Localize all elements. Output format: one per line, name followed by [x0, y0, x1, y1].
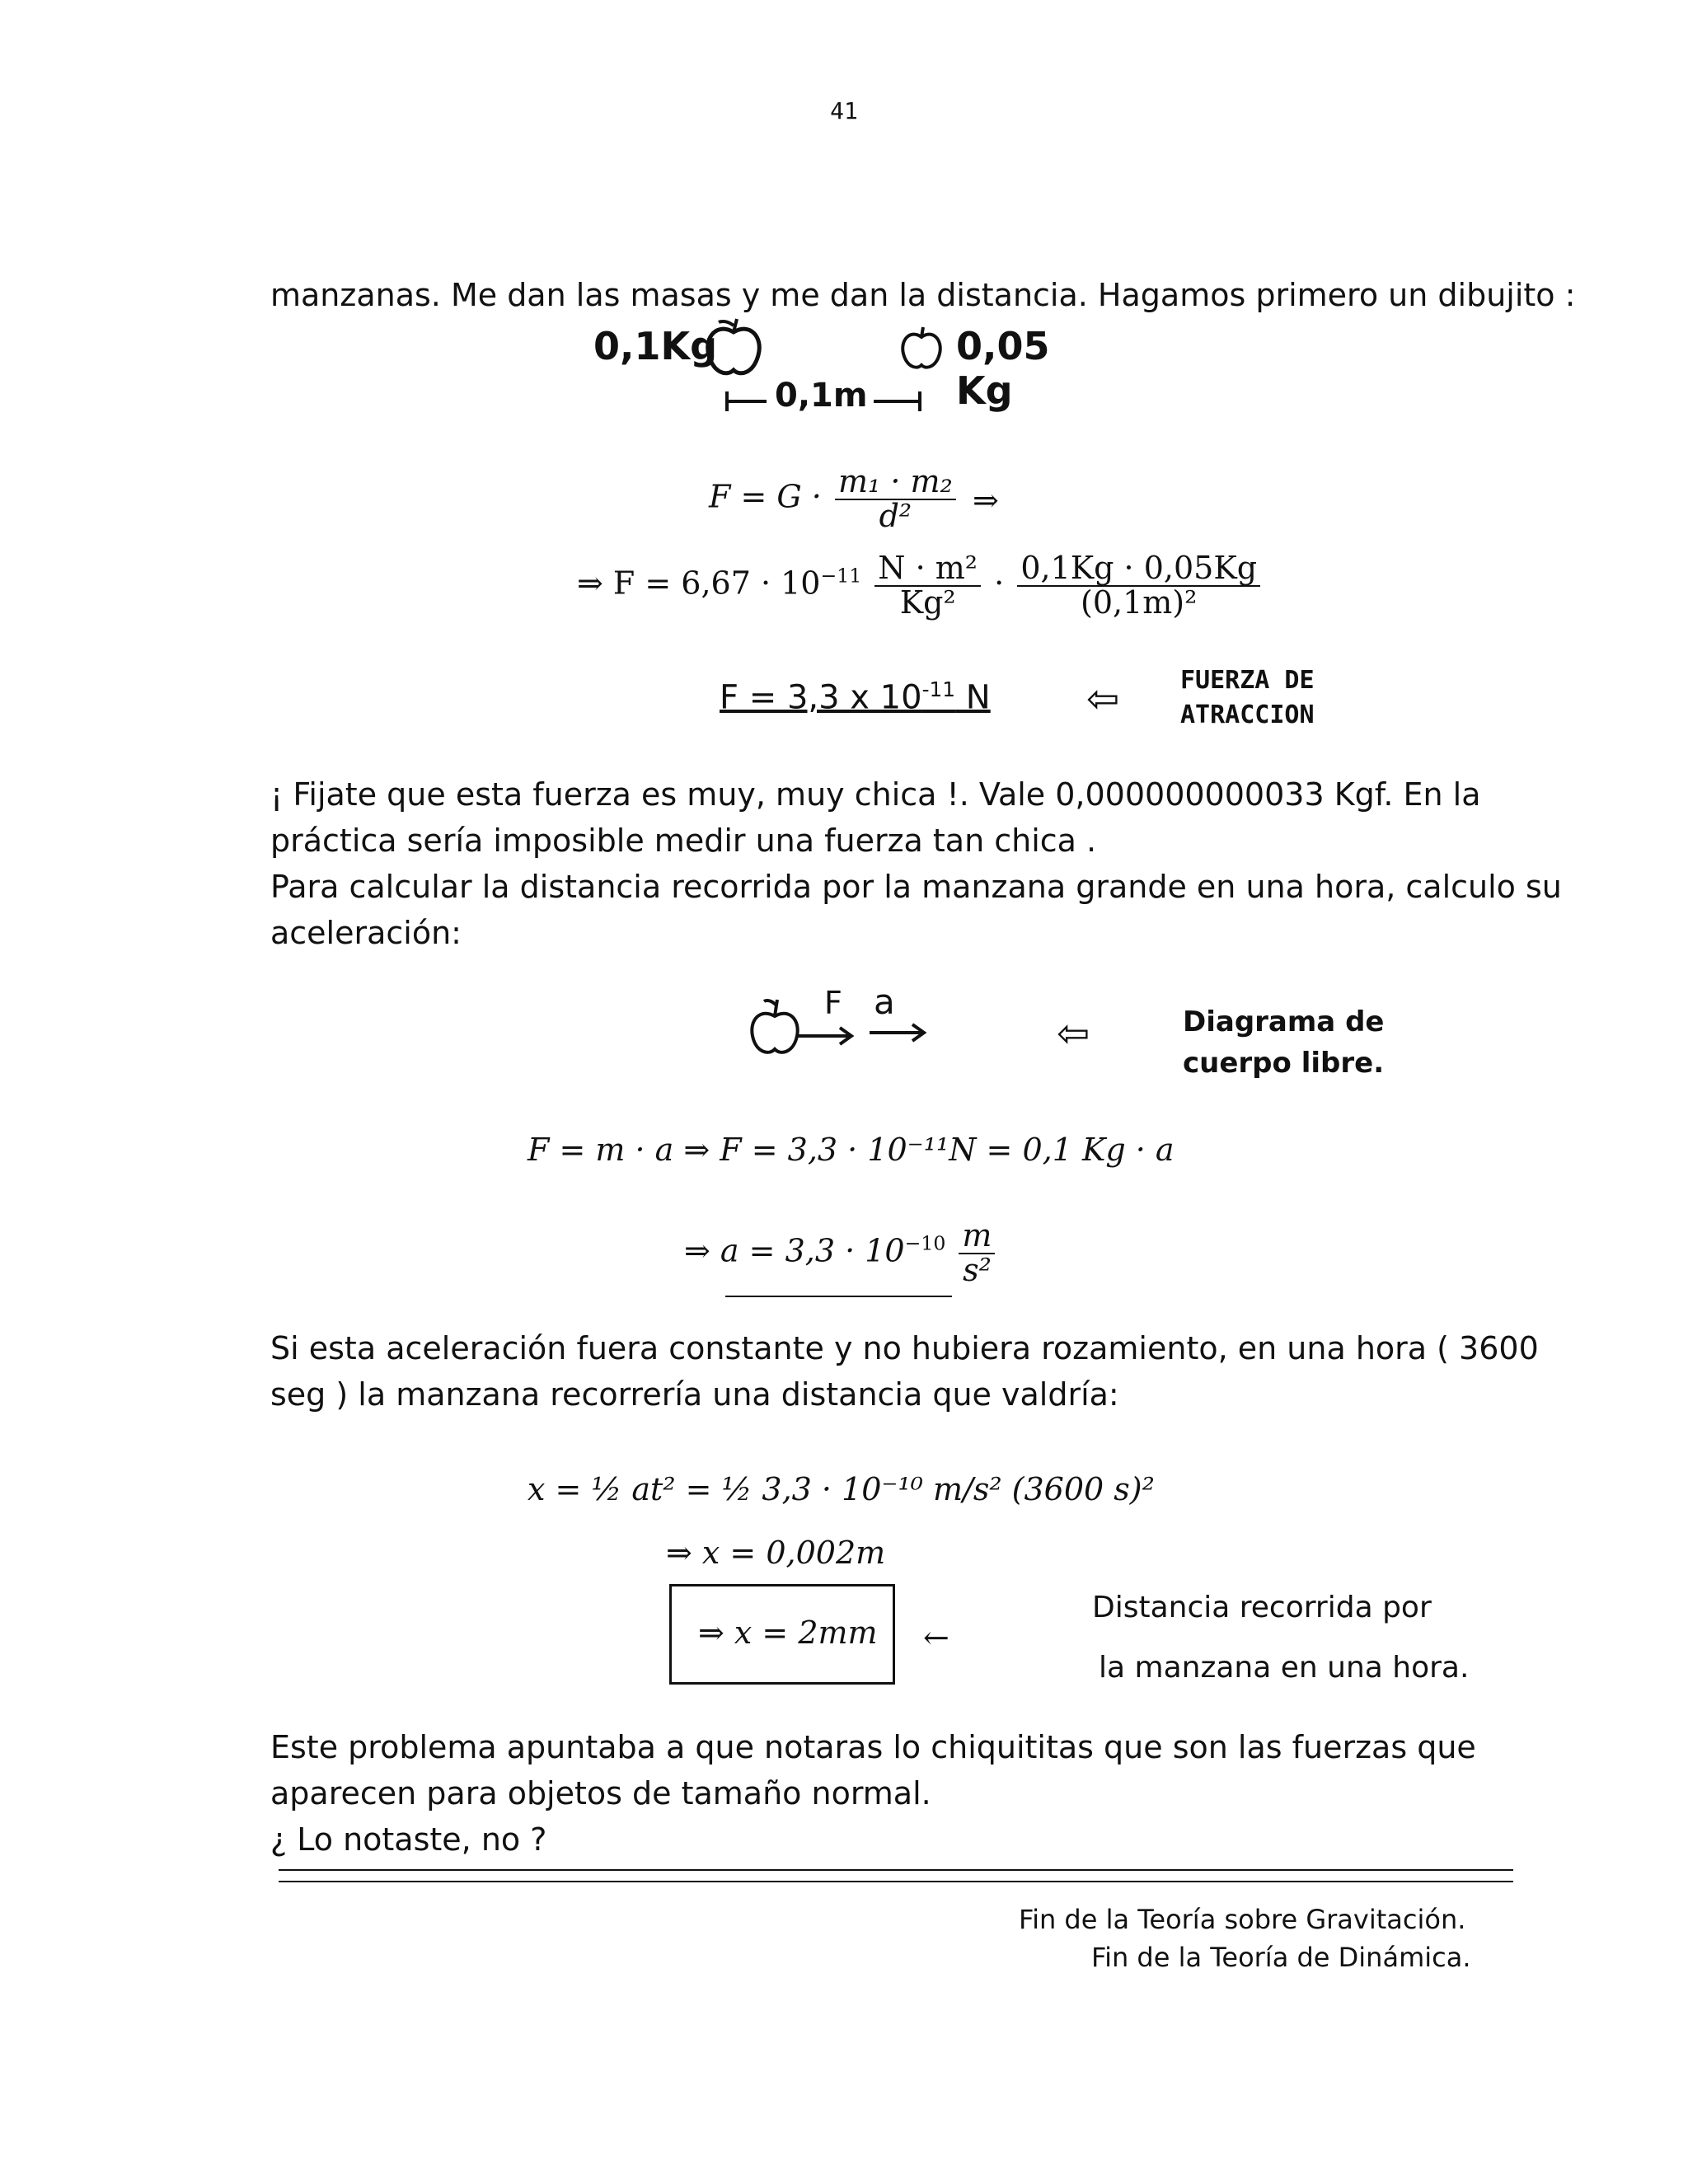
accel-unit-denominator: s²: [963, 1251, 992, 1288]
fbd-label-line2: cuerpo libre.: [1183, 1047, 1385, 1080]
divider-line: [279, 1881, 1513, 1882]
force-result: [720, 677, 991, 716]
accel-unit-numerator: m: [959, 1220, 995, 1254]
paragraph-line: aceleración:: [270, 915, 462, 951]
paragraph-line: aparecen para objetos de tamaño normal.: [270, 1775, 931, 1811]
substitution-equation: [577, 552, 1264, 620]
paragraph-line: Este problema apuntaba a que notaras lo chiquititas que son las fuerzas que: [270, 1729, 1476, 1765]
footer-line2: Fin de la Teoría de Dinámica.: [1091, 1942, 1471, 1973]
accel-arrow-icon: [870, 1023, 927, 1043]
paragraph-line: seg ) la manzana recorrería una distancia que valdría:: [270, 1376, 1119, 1413]
substitution-prefix: ⇒ F = 6,67 · 10: [577, 565, 821, 602]
accel-equation: [684, 1217, 998, 1288]
force-label-line1: FUERZA DE: [1180, 666, 1315, 695]
accel-prefix: ⇒ a = 3,3 · 10: [684, 1232, 905, 1269]
paragraph-line: práctica sería imposible medir una fuerza tan chica .: [270, 823, 1097, 859]
boxed-equation: ⇒ x = 2mm: [698, 1615, 878, 1651]
gravity-equation: [709, 463, 959, 534]
large-apple-icon: [701, 317, 767, 383]
distance-denominator: (0,1m)²: [1081, 583, 1198, 621]
paragraph-conclusion: [270, 1724, 1476, 1863]
force-label: F: [824, 985, 842, 1021]
left-arrow-icon: ←: [923, 1619, 950, 1656]
fbd-label: [1183, 1001, 1384, 1084]
footer-line1: Fin de la Teoría sobre Gravitación.: [1019, 1904, 1466, 1935]
units-denominator: Kg²: [899, 583, 956, 621]
paragraph-line: Para calcular la distancia recorrida por la manzana grande en una hora, calculo su: [270, 869, 1562, 905]
force-result-exponent: -11: [921, 677, 956, 701]
paragraph-line: Si esta aceleración fuera constante y no hubiera rozamiento, en una hora ( 3600: [270, 1330, 1539, 1366]
gravity-numerator: m₁ · m₂: [835, 466, 956, 500]
product-dot: ·: [994, 565, 1005, 602]
substitution-exponent: −11: [820, 564, 862, 588]
left-hollow-arrow-icon: ⇦: [1057, 1010, 1090, 1057]
paragraph-constant-accel: [270, 1325, 1539, 1418]
paragraph-line: ¿ Lo notaste, no ?: [270, 1821, 547, 1858]
paragraph-small-force: [270, 771, 1562, 956]
force-arrow-icon: [797, 1026, 855, 1046]
masses-numerator: 0,1Kg · 0,05Kg: [1017, 552, 1260, 587]
gravity-denominator: d²: [879, 497, 912, 534]
force-result-unit: N: [955, 678, 991, 717]
implies-arrow: ⇒: [973, 482, 999, 518]
accel-exponent: −10: [904, 1231, 946, 1255]
gravity-lhs: F = G ·: [709, 478, 822, 515]
mass2-label: 0,05 Kg: [956, 324, 1050, 413]
mass1-label: 0,1Kg: [593, 324, 718, 368]
distance-label: 0,1m: [775, 377, 868, 415]
units-numerator: N · m²: [874, 552, 981, 587]
left-hollow-arrow-icon: ⇦: [1086, 676, 1120, 722]
accel-label: a: [874, 982, 895, 1022]
apple-icon: [746, 993, 804, 1059]
force-result-text: F = 3,3 x 10: [720, 678, 922, 717]
paragraph-line: ¡ Fijate que esta fuerza es muy, muy chica !. Vale 0,000000000033 Kgf. En la: [270, 776, 1481, 813]
fbd-label-line1: Diagrama de: [1183, 1005, 1385, 1038]
newton-equation: F = m · a ⇒ F = 3,3 · 10⁻¹¹N = 0,1 Kg · a: [528, 1132, 1175, 1168]
accel-underline: [725, 1296, 952, 1297]
boxed-result: [669, 1584, 895, 1685]
boxed-label-line2: la manzana en una hora.: [1099, 1651, 1470, 1685]
apples-drawing: [593, 317, 1104, 424]
free-body-diagram: [746, 982, 944, 1076]
force-label-line2: ATRACCION: [1180, 701, 1315, 729]
small-apple-icon: [898, 326, 945, 372]
distance-marker: [725, 377, 923, 418]
distance-equation: x = ½ at² = ½ 3,3 · 10⁻¹⁰ m/s² (3600 s)²: [528, 1471, 1155, 1507]
intro-paragraph: manzanas. Me dan las masas y me dan la distancia. Hagamos primero un dibujito :: [270, 277, 1576, 313]
boxed-label-line1: Distancia recorrida por: [1092, 1591, 1432, 1624]
distance-result-equation: ⇒ x = 0,002m: [666, 1535, 886, 1571]
page-number: 41: [830, 97, 858, 124]
divider-line: [279, 1869, 1513, 1871]
